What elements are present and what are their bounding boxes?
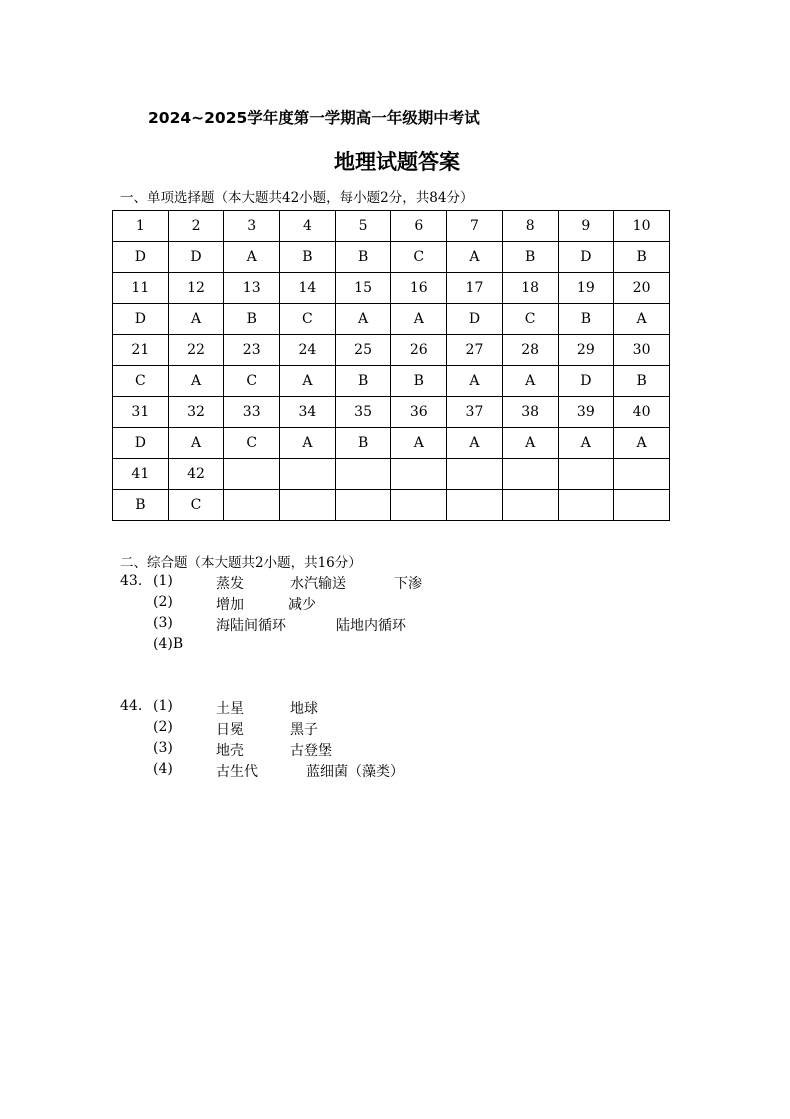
table-cell: 27 — [447, 335, 503, 366]
table-row — [113, 366, 670, 397]
sub-question-label: (1) — [153, 698, 173, 714]
table-cell: 24 — [280, 335, 336, 366]
table-cell: 9 — [558, 211, 614, 242]
table-cell: 12 — [168, 273, 224, 304]
answer-text: 地球 — [290, 701, 318, 717]
table-cell: A — [168, 304, 224, 335]
table-cell: D — [113, 304, 169, 335]
table-cell: 39 — [558, 397, 614, 428]
table-cell: 40 — [614, 397, 670, 428]
table-cell — [224, 459, 280, 490]
table-cell — [558, 490, 614, 521]
table-cell: 10 — [614, 211, 670, 242]
table-cell: A — [502, 428, 558, 459]
table-cell: D — [558, 366, 614, 397]
table-cell — [335, 459, 391, 490]
exam-title: 2024~2025学年度第一学期高一年级期中考试 — [148, 109, 480, 127]
table-cell: 31 — [113, 397, 169, 428]
answer-text: 土星 — [216, 701, 244, 717]
table-cell: 6 — [391, 211, 447, 242]
answer-table — [112, 210, 670, 521]
table-cell: A — [168, 366, 224, 397]
table-cell — [391, 459, 447, 490]
table-cell: 3 — [224, 211, 280, 242]
table-cell: 8 — [502, 211, 558, 242]
sub-question-label: (2) — [153, 594, 173, 610]
question-number: 43. — [120, 573, 143, 589]
table-cell: A — [447, 428, 503, 459]
table-cell: C — [502, 304, 558, 335]
table-cell: B — [558, 304, 614, 335]
table-cell: B — [335, 366, 391, 397]
table-cell: D — [113, 428, 169, 459]
table-cell: 22 — [168, 335, 224, 366]
table-cell — [502, 490, 558, 521]
table-row — [113, 490, 670, 521]
table-cell: 25 — [335, 335, 391, 366]
table-cell: C — [113, 366, 169, 397]
sub-question-label: (3) — [153, 615, 173, 631]
table-cell: B — [335, 428, 391, 459]
table-cell: 38 — [502, 397, 558, 428]
table-cell: 42 — [168, 459, 224, 490]
table-cell: 20 — [614, 273, 670, 304]
table-row — [113, 397, 670, 428]
table-cell — [335, 490, 391, 521]
table-cell: C — [224, 428, 280, 459]
table-cell: B — [391, 366, 447, 397]
table-cell — [614, 490, 670, 521]
answer-text: 陆地内循环 — [336, 618, 406, 634]
table-row — [113, 304, 670, 335]
table-cell: A — [447, 242, 503, 273]
table-cell — [502, 459, 558, 490]
table-row — [113, 459, 670, 490]
table-cell: 36 — [391, 397, 447, 428]
answer-text: 海陆间循环 — [216, 618, 286, 634]
table-cell: 15 — [335, 273, 391, 304]
table-cell: A — [168, 428, 224, 459]
table-cell: 33 — [224, 397, 280, 428]
table-cell: 26 — [391, 335, 447, 366]
answer-text: 地壳 — [216, 743, 244, 759]
table-cell: A — [224, 242, 280, 273]
table-cell: D — [113, 242, 169, 273]
table-cell: 35 — [335, 397, 391, 428]
table-cell: D — [447, 304, 503, 335]
table-cell: 4 — [280, 211, 336, 242]
table-cell: A — [280, 428, 336, 459]
table-cell: 5 — [335, 211, 391, 242]
table-cell: 29 — [558, 335, 614, 366]
answer-text: 减少 — [288, 597, 316, 613]
table-cell: 18 — [502, 273, 558, 304]
sub-question-label: (1) — [153, 573, 173, 589]
answer-text: 增加 — [216, 597, 244, 613]
table-cell: A — [391, 304, 447, 335]
table-cell: A — [280, 366, 336, 397]
answer-text: 水汽输送 — [290, 576, 346, 592]
sub-question-label: (4) — [153, 761, 173, 777]
table-cell — [558, 459, 614, 490]
table-cell: 41 — [113, 459, 169, 490]
table-cell: 19 — [558, 273, 614, 304]
answer-text: 日冕 — [216, 722, 244, 738]
table-cell: B — [113, 490, 169, 521]
table-cell: A — [502, 366, 558, 397]
table-cell: 28 — [502, 335, 558, 366]
table-cell — [614, 459, 670, 490]
table-cell: A — [391, 428, 447, 459]
table-cell: B — [614, 242, 670, 273]
table-cell: 34 — [280, 397, 336, 428]
sub-question-label: (4)B — [153, 636, 184, 652]
table-cell: B — [280, 242, 336, 273]
sub-question-label: (2) — [153, 719, 173, 735]
table-cell: 17 — [447, 273, 503, 304]
sub-question-label: (3) — [153, 740, 173, 756]
table-row — [113, 335, 670, 366]
table-cell: 23 — [224, 335, 280, 366]
table-cell: A — [335, 304, 391, 335]
table-cell: C — [168, 490, 224, 521]
table-row — [113, 211, 670, 242]
table-cell — [224, 490, 280, 521]
table-cell: D — [168, 242, 224, 273]
table-cell: 30 — [614, 335, 670, 366]
answer-text: 蒸发 — [216, 576, 244, 592]
table-cell — [391, 490, 447, 521]
section1-heading: 一、单项选择题（本大题共42小题，每小题2分，共84分） — [120, 190, 474, 206]
table-row — [113, 273, 670, 304]
table-cell: A — [558, 428, 614, 459]
answer-text: 古生代 — [216, 764, 258, 780]
table-cell: 14 — [280, 273, 336, 304]
table-cell: 16 — [391, 273, 447, 304]
answer-text: 蓝细菌（藻类） — [306, 764, 404, 780]
table-row — [113, 428, 670, 459]
table-cell: B — [614, 366, 670, 397]
table-cell: A — [614, 428, 670, 459]
table-cell: 7 — [447, 211, 503, 242]
table-cell: D — [558, 242, 614, 273]
table-cell: B — [224, 304, 280, 335]
table-cell: 2 — [168, 211, 224, 242]
table-cell: B — [335, 242, 391, 273]
table-cell: 32 — [168, 397, 224, 428]
table-cell: 37 — [447, 397, 503, 428]
table-cell — [280, 459, 336, 490]
table-cell: A — [447, 366, 503, 397]
table-cell: C — [224, 366, 280, 397]
answer-text: 古登堡 — [290, 743, 332, 759]
table-cell: C — [391, 242, 447, 273]
table-cell: 13 — [224, 273, 280, 304]
table-cell: A — [614, 304, 670, 335]
question-number: 44. — [120, 698, 143, 714]
table-cell: B — [502, 242, 558, 273]
table-cell — [280, 490, 336, 521]
section2-heading: 二、综合题（本大题共2小题，共16分） — [120, 555, 362, 571]
table-cell: C — [280, 304, 336, 335]
table-cell: 1 — [113, 211, 169, 242]
table-row — [113, 242, 670, 273]
table-cell: 21 — [113, 335, 169, 366]
answer-text: 下渗 — [394, 576, 422, 592]
page-title: 地理试题答案 — [334, 150, 460, 174]
table-cell — [447, 459, 503, 490]
table-cell — [447, 490, 503, 521]
table-cell: 11 — [113, 273, 169, 304]
answer-text: 黑子 — [290, 722, 318, 738]
